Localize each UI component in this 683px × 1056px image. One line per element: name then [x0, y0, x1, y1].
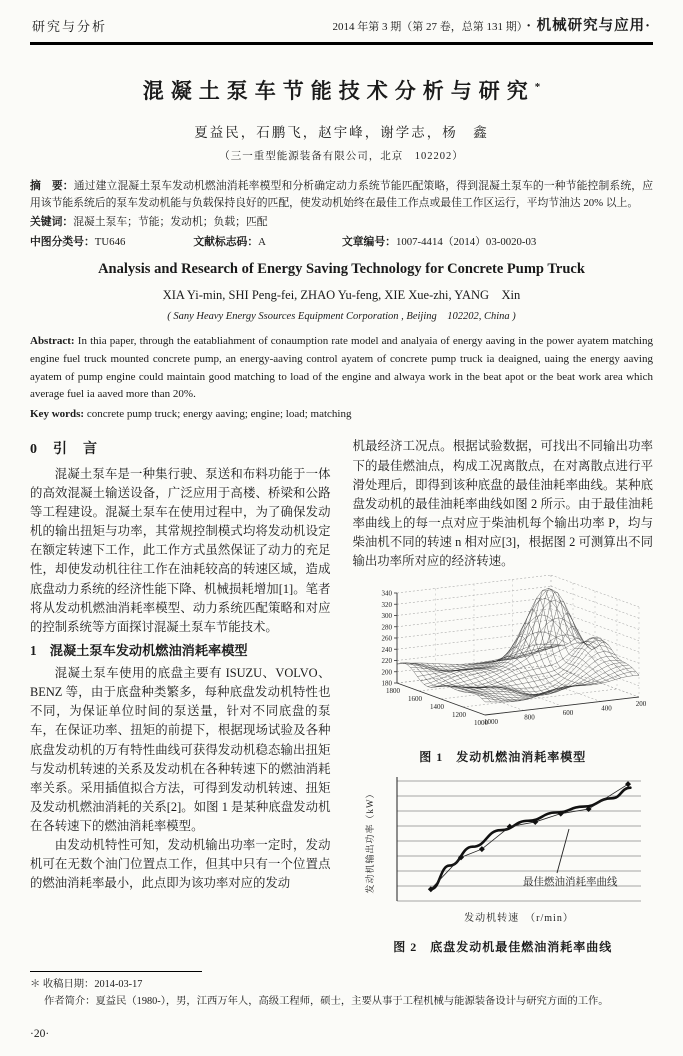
svg-text:600: 600 — [562, 709, 573, 718]
figure-2 — [353, 775, 654, 956]
page-number: ·20· — [30, 1028, 50, 1040]
figure2-annotation: 最佳燃油消耗率曲线 — [522, 876, 618, 888]
figure2-ylabel: 发动机输出功率（kW） — [364, 788, 375, 894]
svg-text:200: 200 — [635, 700, 646, 709]
authors-cn: 夏益民，石鹏飞，赵宇峰，谢学志，杨 鑫 — [194, 125, 489, 140]
page-header — [30, 0, 653, 45]
svg-text:1800: 1800 — [385, 687, 400, 696]
figure-1 — [353, 575, 654, 766]
footnote-rule — [30, 971, 202, 972]
figure2-xlabel: 发动机转速 （r/min） — [463, 912, 574, 924]
section-0-paragraph: 混凝土泵车是一种集行驶、泵送和布料功能于一体的高效混凝土输送设备，广泛应用于高楼、桥梁和公路等工程建设。混凝土泵车在使用过程中，为了确保发动机的输出扭矩与功率，其常规控制模式均将发动机设定在额定转速下工作，此工作方式虽然保证了动力的充足性，却使发动机往往工作在油耗较高的转速区域，造成底盘动力系统的经济性能下降、机械损耗增加[1]。笔者将从发动机燃油消耗率模型、动力系统匹配策略和对应的控制系统等方面探讨混凝土泵车节能技术。 — [30, 466, 331, 634]
svg-text:300: 300 — [381, 612, 392, 621]
svg-text:280: 280 — [381, 623, 392, 632]
keywords-en: Key words: concrete pump truck; energy aaving; engine; load; matching — [30, 407, 352, 420]
paper-title: 混凝土泵车节能技术分析与研究* — [142, 79, 541, 103]
header-column-label: 研究与分析 — [32, 19, 108, 34]
svg-text:400: 400 — [601, 704, 612, 713]
svg-text:260: 260 — [381, 634, 392, 643]
right-column-paragraph: 机最经济工况点。根据试验数据，可找出不同输出功率下的最佳燃油点，构成工况离散点，在对离散点进行平滑处理后，即得到该种底盘的最佳油耗率曲线。某种底盘发动机的最佳油耗率曲线如图 2 所示。由于最佳油耗率曲线上的每一点对应于柴油机每个输出功率 P，均与柴油机不同的转速 n 相对应[3]，根据图 2 可测算出不同输出功率所对应的经济转速。 — [352, 439, 653, 568]
svg-text:1200: 1200 — [451, 711, 466, 720]
abstract-en-label: Abstract: — [30, 335, 75, 348]
two-column-body — [30, 437, 653, 964]
keywords-cn: 关键词：混凝土泵车；节能；发动机；负载；匹配 — [30, 215, 268, 228]
affiliation-en: ( Sany Heavy Energy Ssources Equipment Corporation , Beijing 102202, China ) — [167, 311, 516, 323]
svg-text:1600: 1600 — [407, 695, 422, 704]
section-1-heading: 1 混凝土泵车发动机燃油消耗率模型 — [30, 642, 248, 658]
section-1-paragraph-2: 由发动机特性可知，发动机输出功率一定时，发动机可在无数个油门位置点工作，但其中只有一个位置点的燃油消耗率最小，此点即为该功率对应的发动 — [30, 837, 331, 891]
svg-text:1000: 1000 — [473, 719, 488, 728]
document-code: 文献标志码：A — [193, 236, 266, 249]
author-bio: 作者简介：夏益民（1980-），男，江西万年人，高级工程师，硕士，主要从事于工程机械与能源装备设计与研究方面的工作。 — [44, 995, 609, 1007]
svg-text:240: 240 — [381, 645, 392, 654]
header-issue-info — [332, 14, 651, 35]
paper-title-en: Analysis and Research of Energy Saving Technology for Concrete Pump Truck — [98, 261, 585, 278]
svg-text:1400: 1400 — [429, 703, 444, 712]
abstract-cn-label: 摘 要： — [30, 180, 74, 192]
svg-text:180: 180 — [381, 679, 392, 688]
svg-text:320: 320 — [381, 600, 392, 609]
footnote-block — [30, 971, 650, 1010]
svg-text:800: 800 — [524, 713, 535, 722]
authors-en: XIA Yi-min, SHI Peng-fei, ZHAO Yu-feng, XIE Xue-zhi, YANG Xin — [162, 288, 521, 303]
left-column — [30, 437, 331, 964]
issue-text: 2014 年第 3 期（第 27 卷，总第 131 期） — [332, 21, 523, 33]
right-column — [353, 437, 654, 964]
svg-text:200: 200 — [381, 668, 392, 677]
figure-2-caption: 图 2 底盘发动机最佳燃油消耗率曲线 — [393, 939, 613, 954]
section-0-heading: 0 引 言 — [30, 442, 98, 458]
abstract-cn: 摘 要：通过建立混凝土泵车发动机燃油消耗率模型和分析确定动力系统节能匹配策略，得到混凝土泵车的一种节能控制系统，应用该节能系统后的泵车发动机能与负载保持良好的匹配，使发动机始终在最佳工作点或最佳工作区运行，平均节油达 20% 以上。 — [30, 180, 654, 210]
title-footnote-mark: * — [534, 81, 541, 93]
figure2-plot-line-chart — [357, 775, 649, 935]
article-id: 文章编号：1007-4414（2014）03-0020-03 — [341, 236, 537, 249]
journal-name: · 机械研究与应用· — [526, 18, 651, 34]
svg-text:220: 220 — [381, 657, 392, 666]
abstract-en: Abstract: In thia paper, through the eatabliahment of conaumption rate model and analyaia of energy aaving in the power ayatem matching engine fuel truck mounted concrete pump, an energy-aaving control ayatem of concrete pump truck ia deaigned, uaing the energy aaving ayatem of pump engine could maintain good matching to load of the engine and alwaya work in the beat apot or the beat work area which average fuel ia aaved more than 20%. — [30, 335, 654, 401]
keywords-en-label: Key words: — [30, 407, 85, 420]
section-1-paragraph-1: 混凝土泵车使用的底盘主要有 ISUZU、VOLVO、BENZ 等，由于底盘种类繁多，每种底盘发动机特性也不同，为保证单位时间的泵送量，针对不同底盘的泵车，在保证功率、扭矩的前提下，根据现场试验及各种底盘发动机的万有特性曲线可获得发动机稳态输出扭矩与发动机转速的关系及发动机在各种转速下的燃油消耗率关系。采用插值拟合方法，可得到发动机转速、扭矩及发动机燃油消耗的关系[2]。如图 1 是某种底盘发动机在各转速下的燃油消耗率模型。 — [30, 666, 331, 833]
clc-number: 中图分类号：TU646 — [30, 236, 126, 249]
figure-1-caption: 图 1 发动机燃油消耗率模型 — [419, 750, 587, 765]
meta-line — [30, 234, 653, 249]
affiliation-cn: （三一重型能源装备有限公司，北京 102202） — [219, 151, 464, 162]
figure1-plot-3d-surface — [357, 575, 649, 745]
svg-text:1000: 1000 — [483, 718, 498, 727]
svg-text:340: 340 — [381, 589, 392, 598]
keywords-cn-label: 关键词： — [30, 215, 74, 228]
received-date: ＊ 收稿日期：2014-03-17 — [30, 979, 143, 991]
